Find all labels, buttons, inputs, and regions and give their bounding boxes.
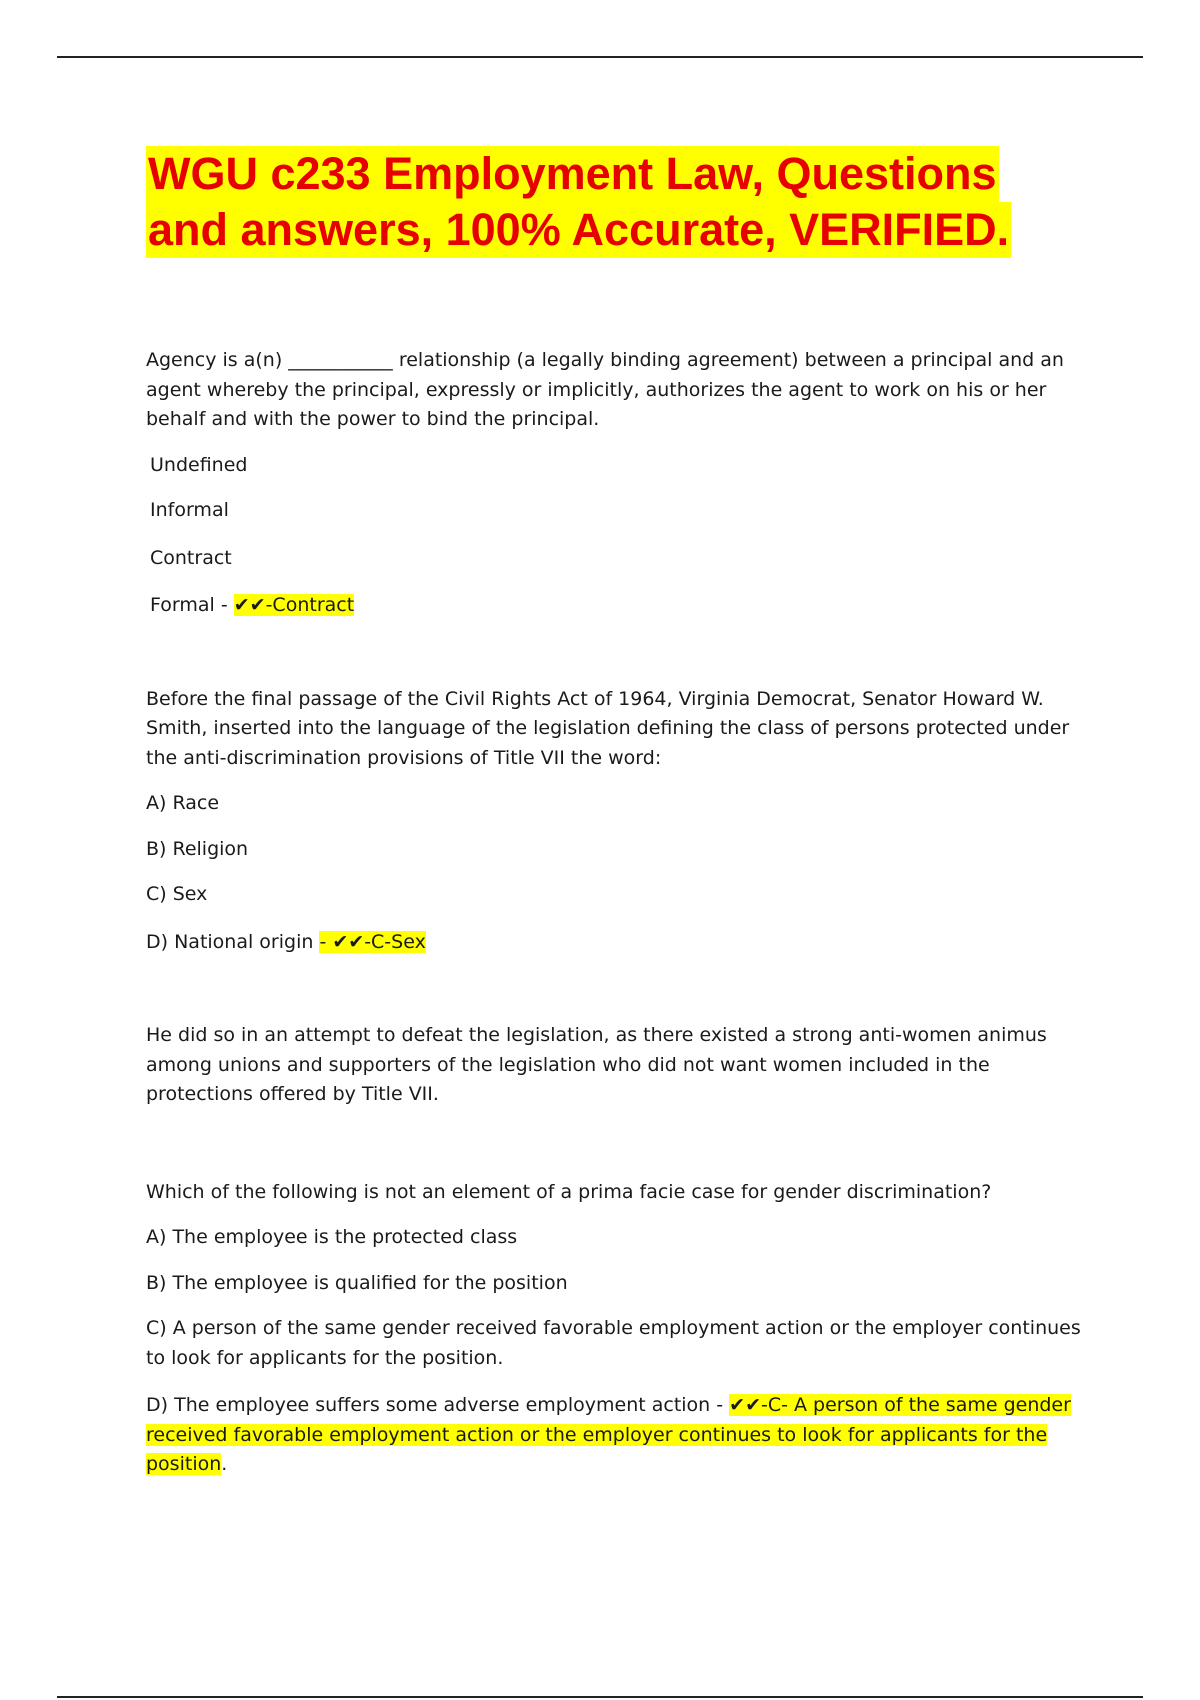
answer-option: B) The employee is qualified for the position — [146, 1271, 568, 1294]
answer-key: ✔✔-Contract — [233, 594, 355, 616]
answer-option-with-key — [146, 928, 1086, 958]
answer-option: A) Race — [146, 792, 220, 814]
answer-option: Undefined — [150, 453, 248, 476]
title-line-2: and answers, 100% Accurate, VERIFIED. — [146, 202, 1011, 258]
question-text: Agency is a(n) ___________ relationship (a legally binding agreement) between a principal and an agent whereby the principal, expressly or implicitly, authorizes the agent to work on his or her behalf and with the power to bind the principal. — [146, 349, 1064, 430]
answer-option: B) Religion — [146, 837, 249, 860]
question-1 — [146, 346, 1086, 621]
answer-option: Contract — [150, 546, 232, 569]
answer-option: D) National origin — [146, 930, 314, 953]
question-2 — [146, 685, 1086, 958]
question-text: Which of the following is not an element of a prima facie case for gender discrimination? — [146, 1180, 992, 1203]
answer-key: - ✔✔-C-Sex — [319, 930, 426, 953]
explanation-text: He did so in an attempt to defeat the legislation, as there existed a strong anti-women animus among unions and supporters of the legislation who did not want women included in the protections offered by Title VII. — [146, 1024, 1047, 1105]
answer-option: D) The employee suffers some adverse employment action - — [146, 1394, 724, 1416]
answer-option: C) A person of the same gender received favorable employment action or the employer continues to look for applicants for the position. — [146, 1317, 1081, 1369]
explanation — [146, 1021, 1086, 1110]
answer-option-with-key — [146, 1391, 1086, 1480]
top-rule — [57, 56, 1143, 58]
title-line-1: WGU c233 Employment Law, Questions — [146, 146, 999, 202]
answer-option: C) Sex — [146, 883, 208, 905]
answer-option-with-key — [146, 591, 1086, 621]
answer-option: A) The employee is the protected class — [146, 1226, 518, 1248]
document-title — [146, 146, 1091, 258]
answer-trailing-period: . — [221, 1453, 228, 1475]
document-body — [146, 346, 1086, 1480]
bottom-rule — [57, 1696, 1143, 1698]
question-text: Before the final passage of the Civil Rights Act of 1964, Virginia Democrat, Senator Howard W. Smith, inserted into the language of the legislation defining the class of persons protected under the anti-discrimination provisions of Title VII the word: — [146, 687, 1070, 769]
answer-option: Formal - — [150, 594, 228, 616]
answer-key: ✔✔-C- A person of the same gender received favorable employment action or the employer continues to look for applicants for the position — [146, 1394, 1071, 1475]
question-3 — [146, 1178, 1086, 1480]
answer-option: Informal — [150, 499, 229, 521]
